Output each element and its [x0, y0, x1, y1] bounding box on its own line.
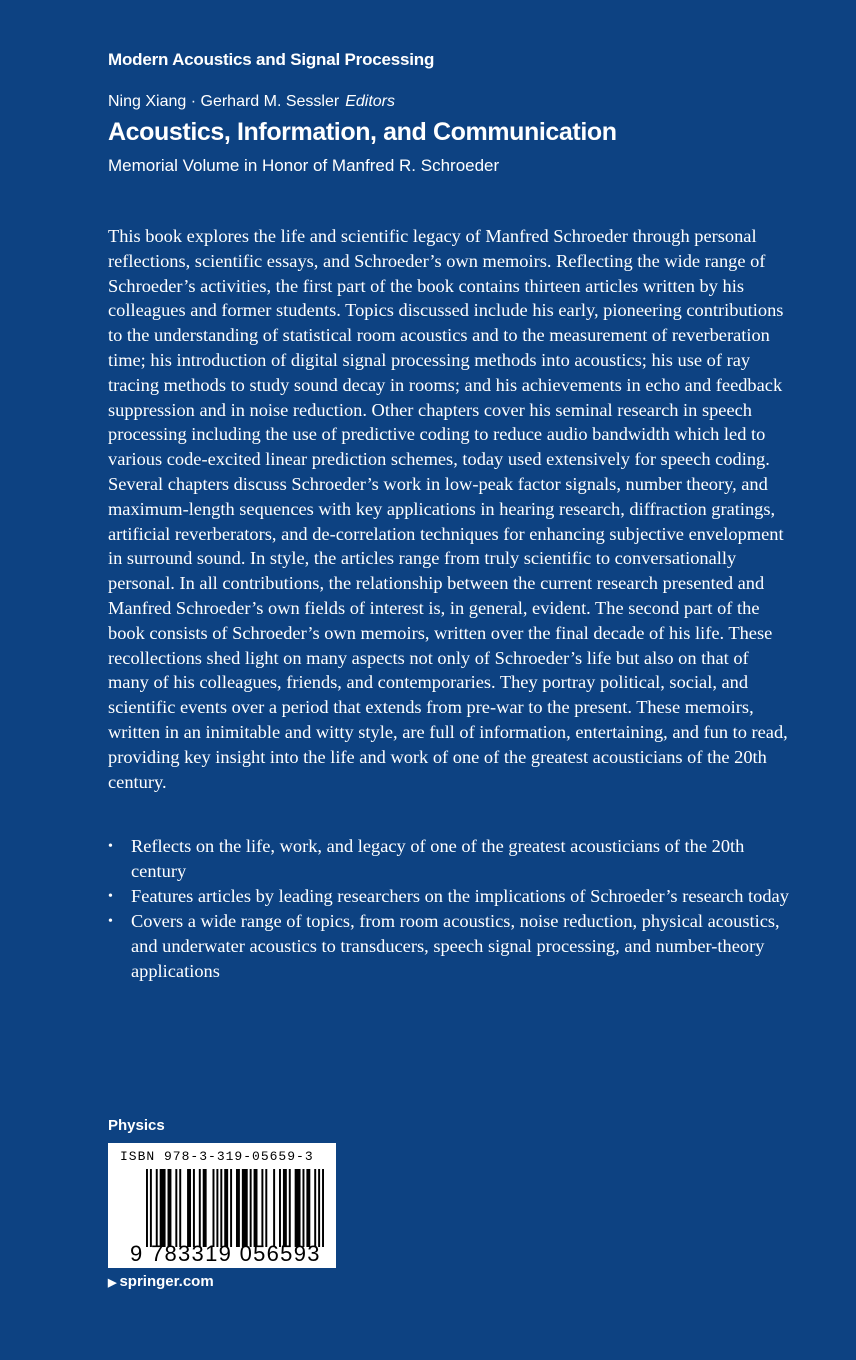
feature-item: • Covers a wide range of topics, from room acoustics, noise reduction, physical acoustics, and underwater acoustics to transducers, speech signal processing, and number-theory applications [108, 909, 790, 984]
barcode-bars [146, 1169, 324, 1247]
book-title: Acoustics, Information, and Communication [108, 118, 617, 146]
publisher-link[interactable] [108, 1273, 214, 1290]
barcode-digits: 9 783319 056593 [130, 1241, 321, 1266]
series-name: Modern Acoustics and Signal Processing [108, 50, 435, 69]
publisher-url: springer.com [119, 1273, 214, 1290]
book-description: This book explores the life and scientific legacy of Manfred Schroeder through personal reflections, scientific essays, and Schroeder’s own memoirs. Reflecting the wide range of Schroeder’s activities, the first part of the book contains thirteen articles written by his colleagues and former students. Topics discussed include his early, pioneering contributions to the understanding of statistical room acoustics and to the measurement of reverberation time; his introduction of digital signal processing methods into acoustics; his use of ray tracing methods to study sound decay in rooms; and his achievements in echo and feedback suppression and in noise reduction. Other chapters cover his seminal research in speech processing including the use of predictive coding to reduce audio bandwidth which led to various code-excited linear prediction schemes, today used extensively for speech coding. Several chapters discuss Schroeder’s work in low-peak factor signals, number theory, and maximum-length sequences with key applications in hearing research, diffraction gratings, artificial reverberators, and de-correlation techniques for enhancing subjective envelopment in surround sound. In style, the articles range from truly scientific to conversationally personal. In all contributions, the relationship between the current research presented and Manfred Schroeder’s own fields of interest is, in general, evident. The second part of the book consists of Schroeder’s own memoirs, written over the final decade of his life. These recollections shed light on many aspects not only of Schroeder’s life but also on that of many of his colleagues, friends, and contemporaries. They portray political, social, and scientific events over a period that extends from pre-war to the present. These memoirs, written in an inimitable and witty style, are full of information, entertaining, and fun to read, providing key insight into the life and work of one of the greatest acousticians of the 20th century. [108, 226, 788, 792]
editor-names: Ning Xiang · Gerhard M. Sessler [108, 93, 340, 110]
feature-list [108, 834, 790, 984]
subject-category: Physics [108, 1117, 165, 1134]
feature-item: • Features articles by leading researchers on the implications of Schroeder’s research today [108, 884, 790, 909]
isbn-barcode [108, 1143, 336, 1268]
book-subtitle: Memorial Volume in Honor of Manfred R. Schroeder [108, 156, 500, 175]
isbn-number: ISBN 978-3-319-05659-3 [120, 1149, 314, 1164]
arrow-right-icon: ▶ [108, 1277, 117, 1289]
editors-role: Editors [345, 93, 395, 110]
editors-line [108, 93, 395, 111]
feature-item: • Reflects on the life, work, and legacy of one of the greatest acousticians of the 20th century [108, 834, 790, 884]
